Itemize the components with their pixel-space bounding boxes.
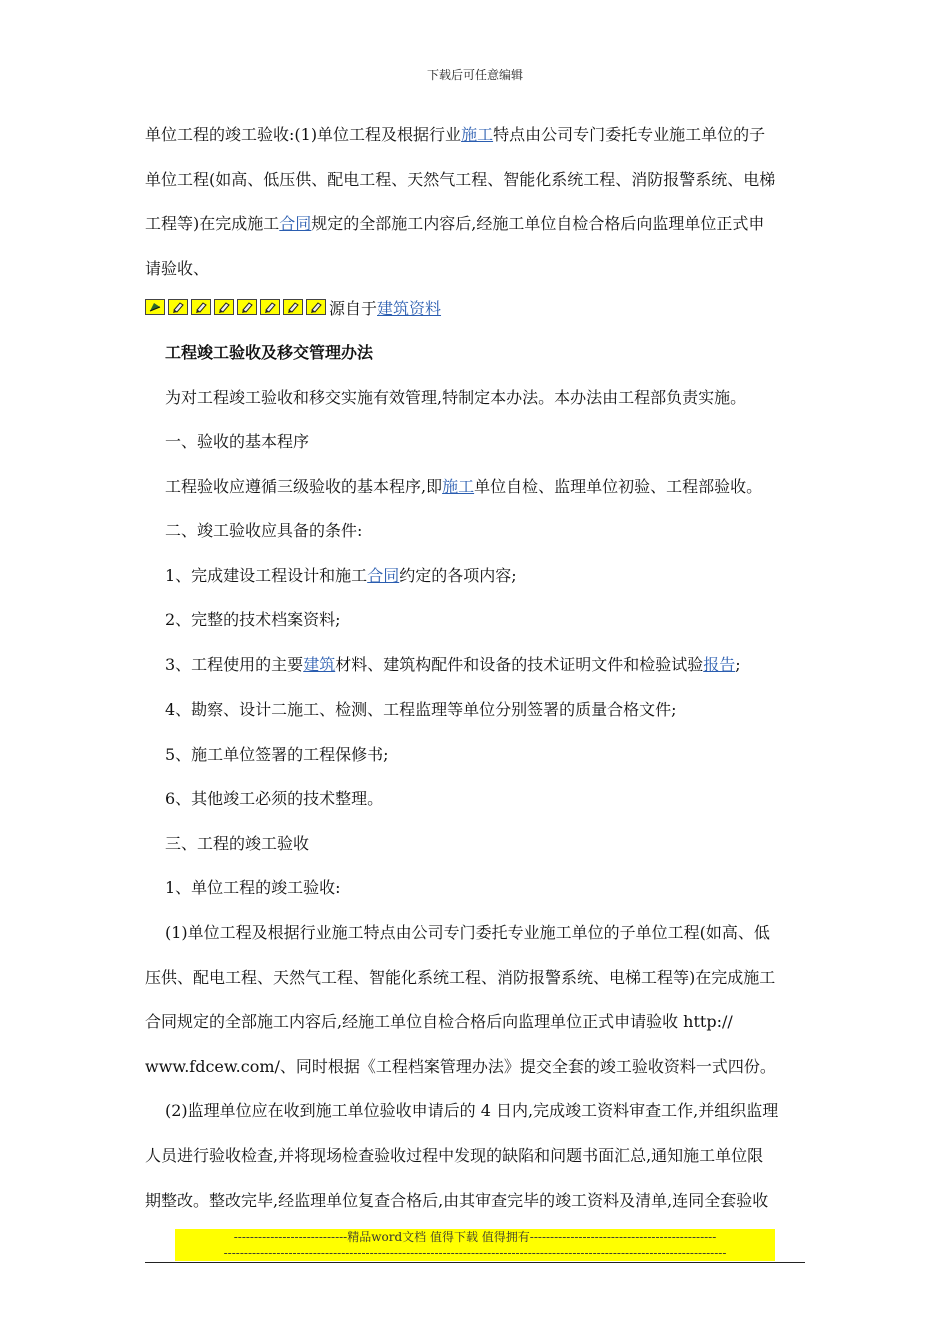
item-2-line-2: 人员进行验收检查,并将现场检查验收过程中发现的缺陷和问题书面汇总,通知施工单位限 <box>145 1146 764 1165</box>
subsection-heading: 1、单位工程的竣工验收: <box>165 878 341 897</box>
page-header: 下载后可任意编辑 <box>426 68 523 82</box>
item-2-line-3: 期整改。整改完毕,经监理单位复查合格后,由其审查完毕的竣工资料及清单,连同全套验收 <box>145 1191 769 1210</box>
condition-5: 5、施工单位签署的工程保修书; <box>165 745 389 764</box>
paragraph-purpose: 为对工程竣工验收和移交实施有效管理,特制定本办法。本办法由工程部负责实施。 <box>165 388 747 407</box>
footer-banner: ----------------------------精品word文档 值得下载 值得拥有---------------------------------------------- <box>175 1229 775 1245</box>
link-baogao[interactable]: 报告 <box>703 655 736 674</box>
condition-6: 6、其他竣工必须的技术整理。 <box>165 789 384 808</box>
pencil-icon[interactable] <box>168 299 188 315</box>
link-shigong-2[interactable]: 施工 <box>442 477 475 496</box>
pencil-icon[interactable] <box>214 299 234 315</box>
item-1-line-2: 压供、配电工程、天然气工程、智能化系统工程、消防报警系统、电梯工程等)在完成施工 <box>145 968 776 987</box>
source-prefix: 源自于 <box>329 298 378 318</box>
section-heading-1: 一、验收的基本程序 <box>165 432 310 451</box>
section-heading-2: 二、竣工验收应具备的条件: <box>165 521 363 540</box>
section-heading-3: 三、工程的竣工验收 <box>165 834 310 853</box>
pencil-icon[interactable] <box>283 299 303 315</box>
pencil-icon[interactable] <box>260 299 280 315</box>
pencil-icon[interactable] <box>191 299 211 315</box>
condition-2: 2、完整的技术档案资料; <box>165 610 341 629</box>
link-shigong[interactable]: 施工 <box>461 125 494 144</box>
intro-line-4: 请验收、 <box>145 259 210 278</box>
pencil-icon[interactable] <box>306 299 326 315</box>
condition-3: 3、工程使用的主要建筑材料、建筑构配件和设备的技术证明文件和检验试验报告; <box>165 655 741 674</box>
pencil-icon[interactable] <box>237 299 257 315</box>
condition-4: 4、勘察、设计二施工、检测、工程监理等单位分别签署的质量合格文件; <box>165 700 677 719</box>
condition-1: 1、完成建设工程设计和施工合同约定的各项内容; <box>165 566 517 585</box>
footer-dash-line: ---------------------------------------------------------------------------------------------------------------------------- <box>175 1245 775 1261</box>
intro-line-1: 单位工程的竣工验收:(1)单位工程及根据行业施工特点由公司专门委托专业施工单位的子 <box>145 125 766 144</box>
link-jianzhu[interactable]: 建筑 <box>303 655 336 674</box>
paragraph-procedure: 工程验收应遵循三级验收的基本程序,即施工单位自检、监理单位初验、工程部验收。 <box>165 477 763 496</box>
document-title: 工程竣工验收及移交管理办法 <box>165 343 374 362</box>
item-2-line-1: (2)监理单位应在收到施工单位验收申请后的 4 日内,完成竣工资料审查工作,并组织监理 <box>165 1101 779 1120</box>
intro-line-3: 工程等)在完成施工合同规定的全部施工内容后,经施工单位自检合格后向监理单位正式申 <box>145 214 765 233</box>
link-hetong-2[interactable]: 合同 <box>367 566 400 585</box>
item-1-line-1: (1)单位工程及根据行业施工特点由公司专门委托专业施工单位的子单位工程(如高、低 <box>165 923 770 942</box>
item-1-line-4: www.fdcew.com/、同时根据《工程档案管理办法》提交全套的竣工验收资料一式四份。 <box>145 1057 776 1076</box>
intro-line-2: 单位工程(如高、低压供、配电工程、天然气工程、智能化系统工程、消防报警系统、电梯 <box>145 170 776 189</box>
link-jianzhu-ziliao[interactable]: 建筑资料 <box>377 298 442 318</box>
link-hetong[interactable]: 合同 <box>279 214 312 233</box>
footer-divider <box>145 1262 805 1263</box>
item-1-line-3: 合同规定的全部施工内容后,经施工单位自检合格后向监理单位正式申请验收 http:// <box>145 1012 733 1031</box>
leaf-icon[interactable] <box>145 299 165 315</box>
source-row <box>145 296 441 318</box>
